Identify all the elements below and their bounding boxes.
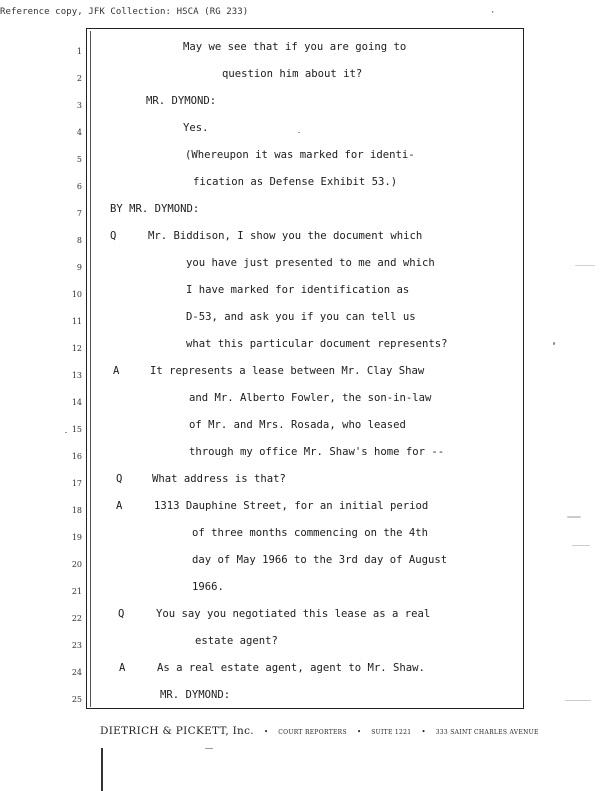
line-number: 23 — [71, 641, 82, 650]
transcript-line: you have just presented to me and which — [186, 257, 435, 269]
line-number: 10 — [71, 290, 82, 299]
line-number: 4 — [76, 128, 82, 137]
transcript-line: BY MR. DYMOND: — [110, 203, 200, 215]
reference-header: Reference copy, JFK Collection: HSCA (RG 233) — [0, 7, 249, 17]
qa-marker: Q — [110, 230, 117, 242]
scan-speck — [205, 748, 213, 749]
transcript-line: and Mr. Alberto Fowler, the son-in-law — [189, 392, 432, 404]
line-number: 12 — [71, 344, 82, 353]
transcript-line: I have marked for identification as — [186, 284, 410, 296]
transcript-line: question him about it? — [222, 68, 363, 80]
line-number: 13 — [71, 371, 82, 380]
transcript-line: You say you negotiated this lease as a real — [156, 608, 431, 620]
line-number: 16 — [71, 452, 82, 461]
address-label: 333 SAINT CHARLES AVENUE — [435, 729, 539, 736]
line-number: 6 — [76, 182, 82, 191]
line-number: 11 — [71, 317, 82, 326]
line-number: 25 — [71, 695, 82, 704]
footer-bullet: • — [357, 728, 362, 736]
reporter-footer — [100, 719, 539, 738]
footer-bullet: • — [264, 728, 269, 736]
transcript-line: MR. DYMOND: — [146, 95, 217, 107]
scan-speck — [572, 545, 590, 546]
qa-marker: Q — [116, 473, 123, 485]
line-number: 18 — [71, 506, 82, 515]
line-number: 8 — [76, 236, 82, 245]
transcript-line: As a real estate agent, agent to Mr. Shaw. — [157, 662, 425, 674]
line-number: 9 — [76, 263, 82, 272]
transcript-line: estate agent? — [195, 635, 278, 647]
footer-bullet: • — [421, 728, 426, 736]
transcript-line: 1313 Dauphine Street, for an initial period — [154, 500, 429, 512]
line-number: 19 — [71, 533, 82, 542]
line-number: 14 — [71, 398, 82, 407]
line-number: 22 — [71, 614, 82, 623]
transcript-line: What address is that? — [152, 473, 286, 485]
transcript-line: 1966. — [192, 581, 224, 593]
transcript-line: Yes. — [183, 122, 209, 134]
qa-marker: A — [113, 365, 120, 377]
transcript-line: Mr. Biddison, I show you the document which — [148, 230, 423, 242]
qa-marker: Q — [118, 608, 125, 620]
qa-marker: A — [116, 500, 123, 512]
line-number: 15 — [71, 425, 82, 434]
scan-speck — [553, 342, 555, 345]
qa-marker: A — [119, 662, 126, 674]
transcript-line: what this particular document represents? — [186, 338, 448, 350]
line-number: 20 — [71, 560, 82, 569]
line-number: 3 — [76, 101, 82, 110]
scan-speck — [575, 265, 595, 266]
transcript-line: (Whereupon it was marked for identi- — [185, 149, 415, 161]
transcript-line: fication as Defense Exhibit 53.) — [193, 176, 398, 188]
transcript-line: MR. DYMOND: — [160, 689, 231, 701]
scan-speck — [567, 516, 581, 518]
scan-margin-bar — [101, 748, 103, 791]
suite-label: SUITE 1221 — [371, 729, 412, 736]
line-number: 2 — [76, 74, 82, 83]
transcript-line: through my office Mr. Shaw's home for -- — [189, 446, 445, 458]
line-number: 24 — [71, 668, 82, 677]
transcript-line: of three months commencing on the 4th — [192, 527, 428, 539]
line-number: 21 — [71, 587, 82, 596]
line-number: 7 — [76, 209, 82, 218]
frame-inner-rule — [90, 31, 91, 707]
firm-name: DIETRICH & PICKETT, Inc. — [100, 725, 254, 737]
scan-speck — [298, 132, 300, 133]
transcript-line: of Mr. and Mrs. Rosada, who leased — [189, 419, 406, 431]
line-number: 5 — [76, 155, 82, 164]
court-reporters-label: COURT REPORTERS — [278, 729, 347, 736]
transcript-line: D-53, and ask you if you can tell us — [186, 311, 416, 323]
transcript-line: day of May 1966 to the 3rd day of August — [192, 554, 448, 566]
transcript-line: May we see that if you are going to — [183, 41, 407, 53]
transcript-line: It represents a lease between Mr. Clay Shaw — [150, 365, 425, 377]
scan-speck — [565, 700, 591, 701]
scan-speck — [65, 432, 67, 433]
header-mark: · — [490, 8, 496, 18]
line-number: 1 — [76, 47, 82, 56]
line-number: 17 — [71, 479, 82, 488]
